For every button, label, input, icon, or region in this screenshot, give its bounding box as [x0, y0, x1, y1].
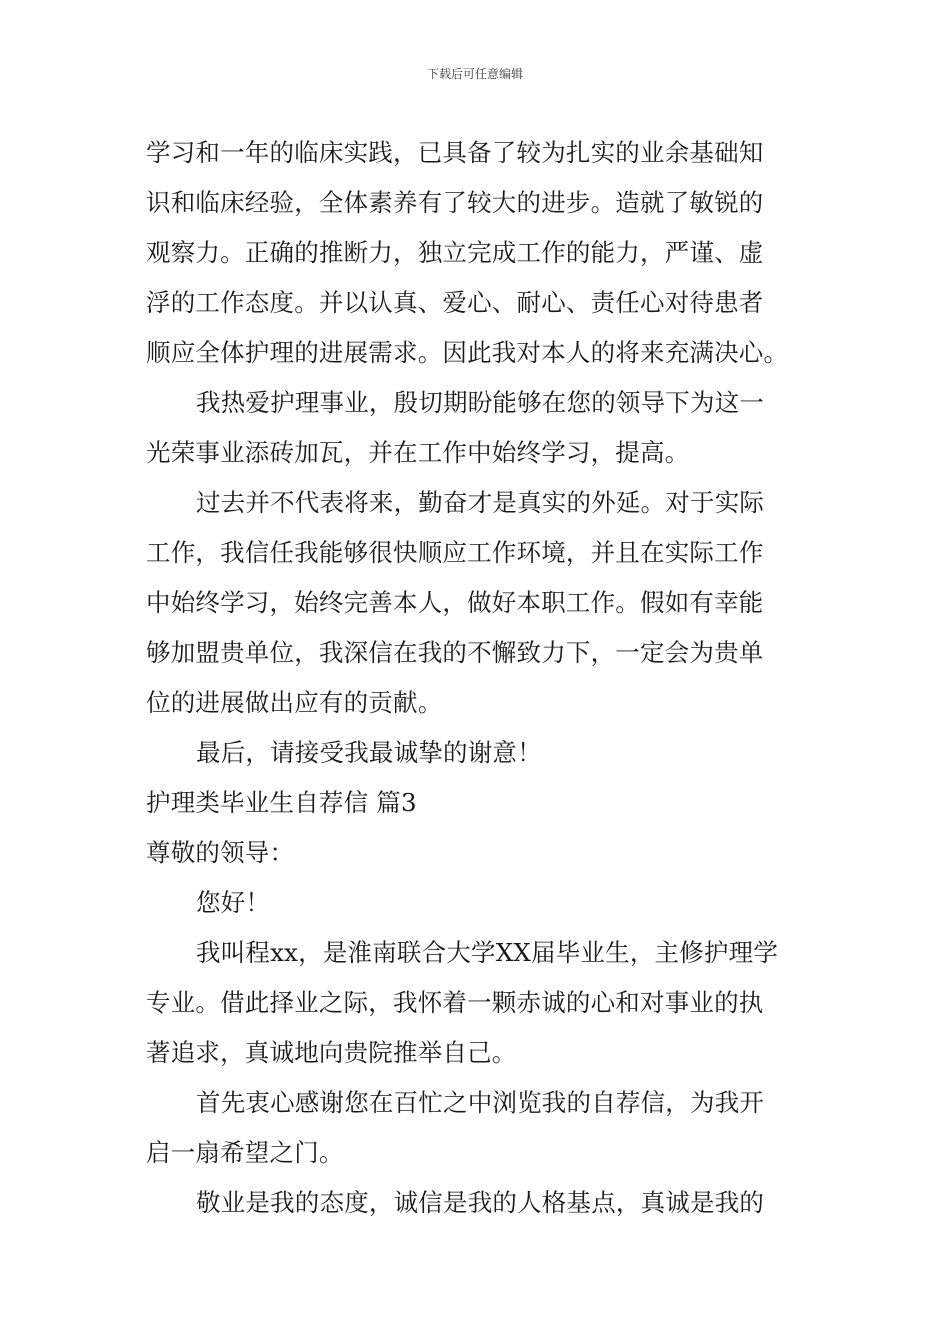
paragraph-start: 我热爱护理事业，殷切期盼能够在您的领导下为这一 — [196, 388, 765, 417]
greeting: 您好！ — [196, 888, 271, 917]
body-line: 著追求，真诚地向贵院推举自己。 — [146, 1038, 517, 1067]
body-line: 识和临床经验，全体素养有了较大的进步。造就了敏锐的 — [146, 188, 764, 217]
paragraph-start: 敬业是我的态度，诚信是我的人格基点，真诚是我的 — [196, 1188, 765, 1217]
body-line: 位的进展做出应有的贡献。 — [146, 688, 443, 717]
body-line: 工作，我信任我能够很快顺应工作环境，并且在实际工作 — [146, 538, 764, 567]
body-line: 中始终学习，始终完善本人，做好本职工作。假如有幸能 — [146, 588, 764, 617]
body-line: 学习和一年的临床实践，已具备了较为扎实的业余基础知 — [146, 138, 764, 167]
paragraph-start: 过去并不代表将来，勤奋才是真实的外延。对于实际 — [196, 488, 765, 517]
paragraph-start: 最后，请接受我最诚挚的谢意！ — [196, 738, 542, 767]
body-line: 光荣事业添砖加瓦，并在工作中始终学习，提高。 — [146, 438, 690, 467]
body-line: 够加盟贵单位，我深信在我的不懈致力下，一定会为贵单 — [146, 638, 764, 667]
document-body — [146, 128, 806, 1228]
body-line: 启一扇希望之门。 — [146, 1138, 344, 1167]
body-line: 观察力。正确的推断力，独立完成工作的能力，严谨、虚 — [146, 238, 764, 267]
paragraph-start: 我叫程xx，是淮南联合大学XX届毕业生，主修护理学 — [196, 938, 779, 967]
body-line: 顺应全体护理的进展需求。因此我对本人的将来充满决心。 — [146, 338, 789, 367]
body-line: 浮的工作态度。并以认真、爱心、耐心、责任心对待患者 — [146, 288, 764, 317]
section-heading: 护理类毕业生自荐信 篇3 — [146, 788, 417, 817]
body-line: 专业。借此择业之际，我怀着一颗赤诚的心和对事业的执 — [146, 988, 764, 1017]
page-header: 下载后可任意编辑 — [426, 67, 523, 81]
paragraph-start: 首先衷心感谢您在百忙之中浏览我的自荐信，为我开 — [196, 1088, 765, 1117]
salutation: 尊敬的领导： — [146, 838, 295, 867]
